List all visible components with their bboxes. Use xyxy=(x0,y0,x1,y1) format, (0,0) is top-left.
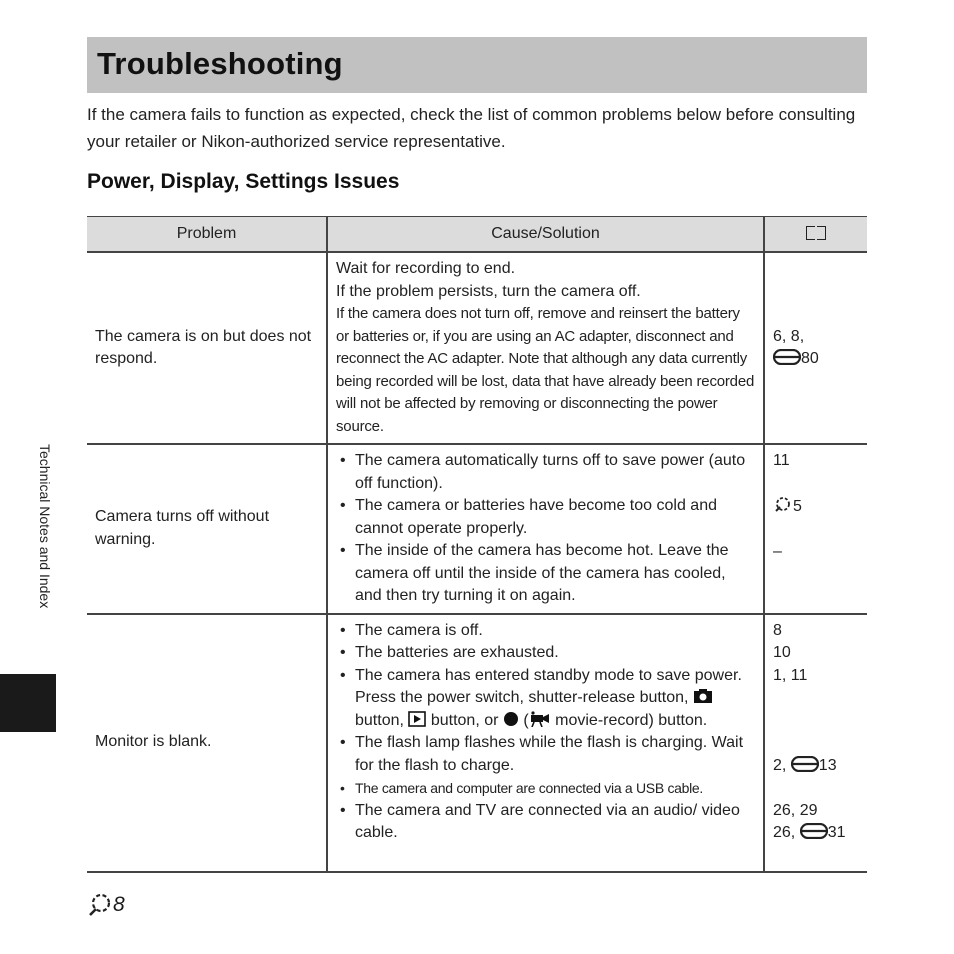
troubleshooting-icon xyxy=(87,893,113,917)
page-number: 8 xyxy=(87,893,125,917)
ref-value: 11 xyxy=(773,452,790,469)
ref-cell xyxy=(764,614,867,872)
problem-cell: The camera is on but does not respond. xyxy=(87,252,327,444)
table-header-row xyxy=(87,217,867,253)
header-cause: Cause/Solution xyxy=(327,217,764,253)
ref-value: 8 xyxy=(773,621,782,639)
table-row xyxy=(87,252,867,444)
cause-bullet: • The camera or batteries have become too cold and cannot operate properly. xyxy=(336,495,755,540)
cause-line: If the camera does not turn off, remove and reinsert the battery or batteries or, if you are using an AC adapter, disconnect and reconnect the AC adapter. Note that although any data currently being recorded will be lost, data that have already been recorded will not be affected by removing or disconnecting the power source. xyxy=(336,305,755,435)
play-icon xyxy=(408,711,426,727)
cause-bullet: • The batteries are exhausted. xyxy=(336,642,755,665)
camera-icon xyxy=(693,688,713,704)
ref-value: 5 xyxy=(773,495,859,519)
table-row xyxy=(87,614,867,872)
side-tab-marker xyxy=(0,674,56,732)
ref-value: 26, 29 xyxy=(773,801,818,819)
cause-cell xyxy=(327,252,764,444)
cause-cell xyxy=(327,614,764,872)
book-icon xyxy=(806,226,826,240)
cause-bullet: • The camera and computer are connected via a USB cable. xyxy=(336,777,755,800)
ref-cell xyxy=(764,444,867,614)
ref-value: 26, 31 xyxy=(773,824,846,841)
cause-cell xyxy=(327,444,764,614)
ref-value: 2, 13 xyxy=(773,756,837,774)
cause-bullet: • The camera automatically turns off to save power (auto off function). xyxy=(336,450,755,495)
troubleshooting-icon xyxy=(773,495,793,513)
intro-paragraph: If the camera fails to function as expected, check the list of common problems below before consulting your retailer or Nikon-authorized service representative. xyxy=(87,105,856,151)
movie-icon xyxy=(529,711,551,727)
record-dot-icon xyxy=(503,711,519,727)
cause-bullet: • The flash lamp flashes while the flash is charging. Wait for the flash to charge. xyxy=(336,732,755,777)
reference-icon xyxy=(800,823,828,839)
reference-icon xyxy=(773,349,801,365)
troubleshooting-table xyxy=(87,216,867,873)
cause-bullet: • The inside of the camera has become hot. Leave the camera off until the inside of the camera has cooled, and then try turning it on again. xyxy=(336,540,755,608)
ref-value: 1, 11 xyxy=(773,666,808,684)
title-bar xyxy=(87,37,867,93)
ref-value: 80 xyxy=(773,348,859,371)
cause-line: Wait for recording to end. xyxy=(336,260,516,277)
section-heading: Power, Display, Settings Issues xyxy=(87,170,400,193)
cause-bullet: • The camera is off. xyxy=(336,620,755,643)
ref-value: – xyxy=(773,543,782,560)
ref-cell xyxy=(764,252,867,444)
problem-cell: Monitor is blank. xyxy=(87,614,327,872)
header-problem: Problem xyxy=(87,217,327,253)
reference-icon xyxy=(791,756,819,772)
header-reference xyxy=(764,217,867,253)
ref-value: 6, 8, xyxy=(773,327,805,345)
side-section-label: Technical Notes and Index xyxy=(37,444,53,609)
cause-bullet: • The camera and TV are connected via an audio/ video cable. xyxy=(336,800,755,845)
cause-line: If the problem persists, turn the camera off. xyxy=(336,282,641,300)
page-title: Troubleshooting xyxy=(97,46,343,81)
cause-bullet: • The camera has entered standby mode to save power. Press the power switch, shutter-release button, button, button, or ( movie-record) button. xyxy=(336,665,755,733)
table-row xyxy=(87,444,867,614)
problem-cell: Camera turns off without warning. xyxy=(87,444,327,614)
ref-value: 10 xyxy=(773,644,791,661)
